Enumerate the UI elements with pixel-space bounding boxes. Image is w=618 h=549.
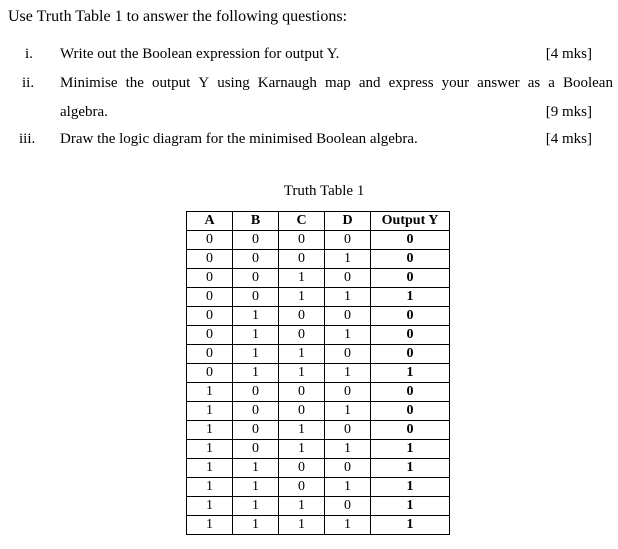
cell-c: 1 [279,440,325,459]
question-2-word: and [358,75,381,91]
question-2-word: express [388,75,434,91]
cell-a: 1 [187,516,233,535]
table-row [187,269,450,288]
question-1-number: i. [25,46,33,62]
cell-b: 1 [233,326,279,345]
cell-d: 1 [325,478,371,497]
cell-b: 1 [233,307,279,326]
cell-a: 1 [187,440,233,459]
cell-output-y: 1 [371,288,450,307]
cell-c: 0 [279,459,325,478]
cell-b: 0 [233,383,279,402]
cell-output-y: 0 [371,421,450,440]
cell-output-y: 0 [371,231,450,250]
question-2-marks: [9 mks] [545,104,592,120]
cell-b: 0 [233,440,279,459]
question-1-marks: [4 mks] [545,46,592,62]
table-row [187,231,450,250]
cell-c: 0 [279,326,325,345]
question-2-text-line2: algebra. [60,104,108,120]
table-row [187,459,450,478]
table-row [187,307,450,326]
cell-c: 0 [279,402,325,421]
cell-output-y: 1 [371,459,450,478]
cell-d: 0 [325,269,371,288]
question-2-word: as [527,75,541,91]
cell-a: 0 [187,307,233,326]
cell-a: 1 [187,478,233,497]
question-3-text: Draw the logic diagram for the minimised Boolean algebra. [60,131,418,147]
cell-d: 1 [325,288,371,307]
column-header-d: D [325,212,371,231]
cell-d: 1 [325,326,371,345]
cell-output-y: 1 [371,516,450,535]
cell-d: 1 [325,364,371,383]
cell-b: 0 [233,288,279,307]
question-2-word: a [548,75,555,91]
cell-output-y: 1 [371,364,450,383]
question-2-word: the [125,75,144,91]
cell-c: 0 [279,250,325,269]
table-row [187,326,450,345]
cell-a: 1 [187,497,233,516]
question-2-word: Boolean [562,75,613,91]
question-2-word: your [441,75,470,91]
cell-d: 0 [325,345,371,364]
cell-a: 0 [187,288,233,307]
table-row [187,516,450,535]
question-3-marks: [4 mks] [545,131,592,147]
cell-c: 1 [279,364,325,383]
cell-d: 1 [325,402,371,421]
cell-c: 0 [279,478,325,497]
question-2-word: using [217,75,250,91]
cell-output-y: 0 [371,307,450,326]
cell-d: 0 [325,383,371,402]
table-row [187,421,450,440]
question-2-word: Y [198,75,210,91]
cell-c: 1 [279,269,325,288]
instructions: Use Truth Table 1 to answer the following questions: [8,8,348,25]
cell-output-y: 0 [371,326,450,345]
cell-a: 1 [187,402,233,421]
cell-a: 1 [187,459,233,478]
cell-output-y: 0 [371,402,450,421]
cell-c: 1 [279,421,325,440]
cell-output-y: 0 [371,383,450,402]
cell-d: 0 [325,421,371,440]
question-2-word: Minimise [60,75,118,91]
question-2-number: ii. [22,75,35,91]
question-2-text-line1 [60,75,613,92]
cell-c: 1 [279,288,325,307]
cell-c: 1 [279,497,325,516]
table-row [187,497,450,516]
cell-a: 0 [187,250,233,269]
table-row [187,345,450,364]
table-row [187,364,450,383]
table-caption: Truth Table 1 [283,183,365,199]
cell-a: 0 [187,345,233,364]
cell-d: 1 [325,250,371,269]
cell-a: 0 [187,231,233,250]
cell-a: 0 [187,326,233,345]
cell-c: 0 [279,383,325,402]
table-row [187,402,450,421]
cell-b: 0 [233,250,279,269]
cell-c: 1 [279,345,325,364]
cell-b: 1 [233,345,279,364]
cell-b: 0 [233,421,279,440]
cell-d: 1 [325,516,371,535]
cell-b: 1 [233,459,279,478]
cell-d: 0 [325,459,371,478]
table-row [187,288,450,307]
cell-output-y: 0 [371,269,450,288]
cell-c: 1 [279,516,325,535]
cell-d: 1 [325,440,371,459]
cell-d: 0 [325,307,371,326]
cell-b: 1 [233,497,279,516]
cell-a: 1 [187,421,233,440]
column-header-output-y: Output Y [371,212,450,231]
cell-output-y: 0 [371,345,450,364]
cell-d: 0 [325,231,371,250]
column-header-a: A [187,212,233,231]
cell-output-y: 1 [371,497,450,516]
cell-c: 0 [279,231,325,250]
cell-output-y: 0 [371,250,450,269]
question-2-word: map [324,75,351,91]
cell-b: 1 [233,516,279,535]
table-header-row [187,212,450,231]
cell-a: 0 [187,269,233,288]
cell-b: 1 [233,478,279,497]
cell-output-y: 1 [371,478,450,497]
cell-d: 0 [325,497,371,516]
cell-b: 1 [233,364,279,383]
cell-a: 0 [187,364,233,383]
cell-a: 1 [187,383,233,402]
column-header-b: B [233,212,279,231]
column-header-c: C [279,212,325,231]
cell-output-y: 1 [371,440,450,459]
question-1-text: Write out the Boolean expression for output Y. [60,46,340,62]
question-2-word: answer [477,75,520,91]
truth-table [186,211,450,535]
cell-b: 0 [233,231,279,250]
cell-b: 0 [233,269,279,288]
question-3-number: iii. [19,131,36,147]
table-row [187,478,450,497]
question-2-word: Karnaugh [257,75,317,91]
table-row [187,383,450,402]
cell-c: 0 [279,307,325,326]
table-row [187,440,450,459]
cell-b: 0 [233,402,279,421]
table-row [187,250,450,269]
question-2-word: output [151,75,191,91]
